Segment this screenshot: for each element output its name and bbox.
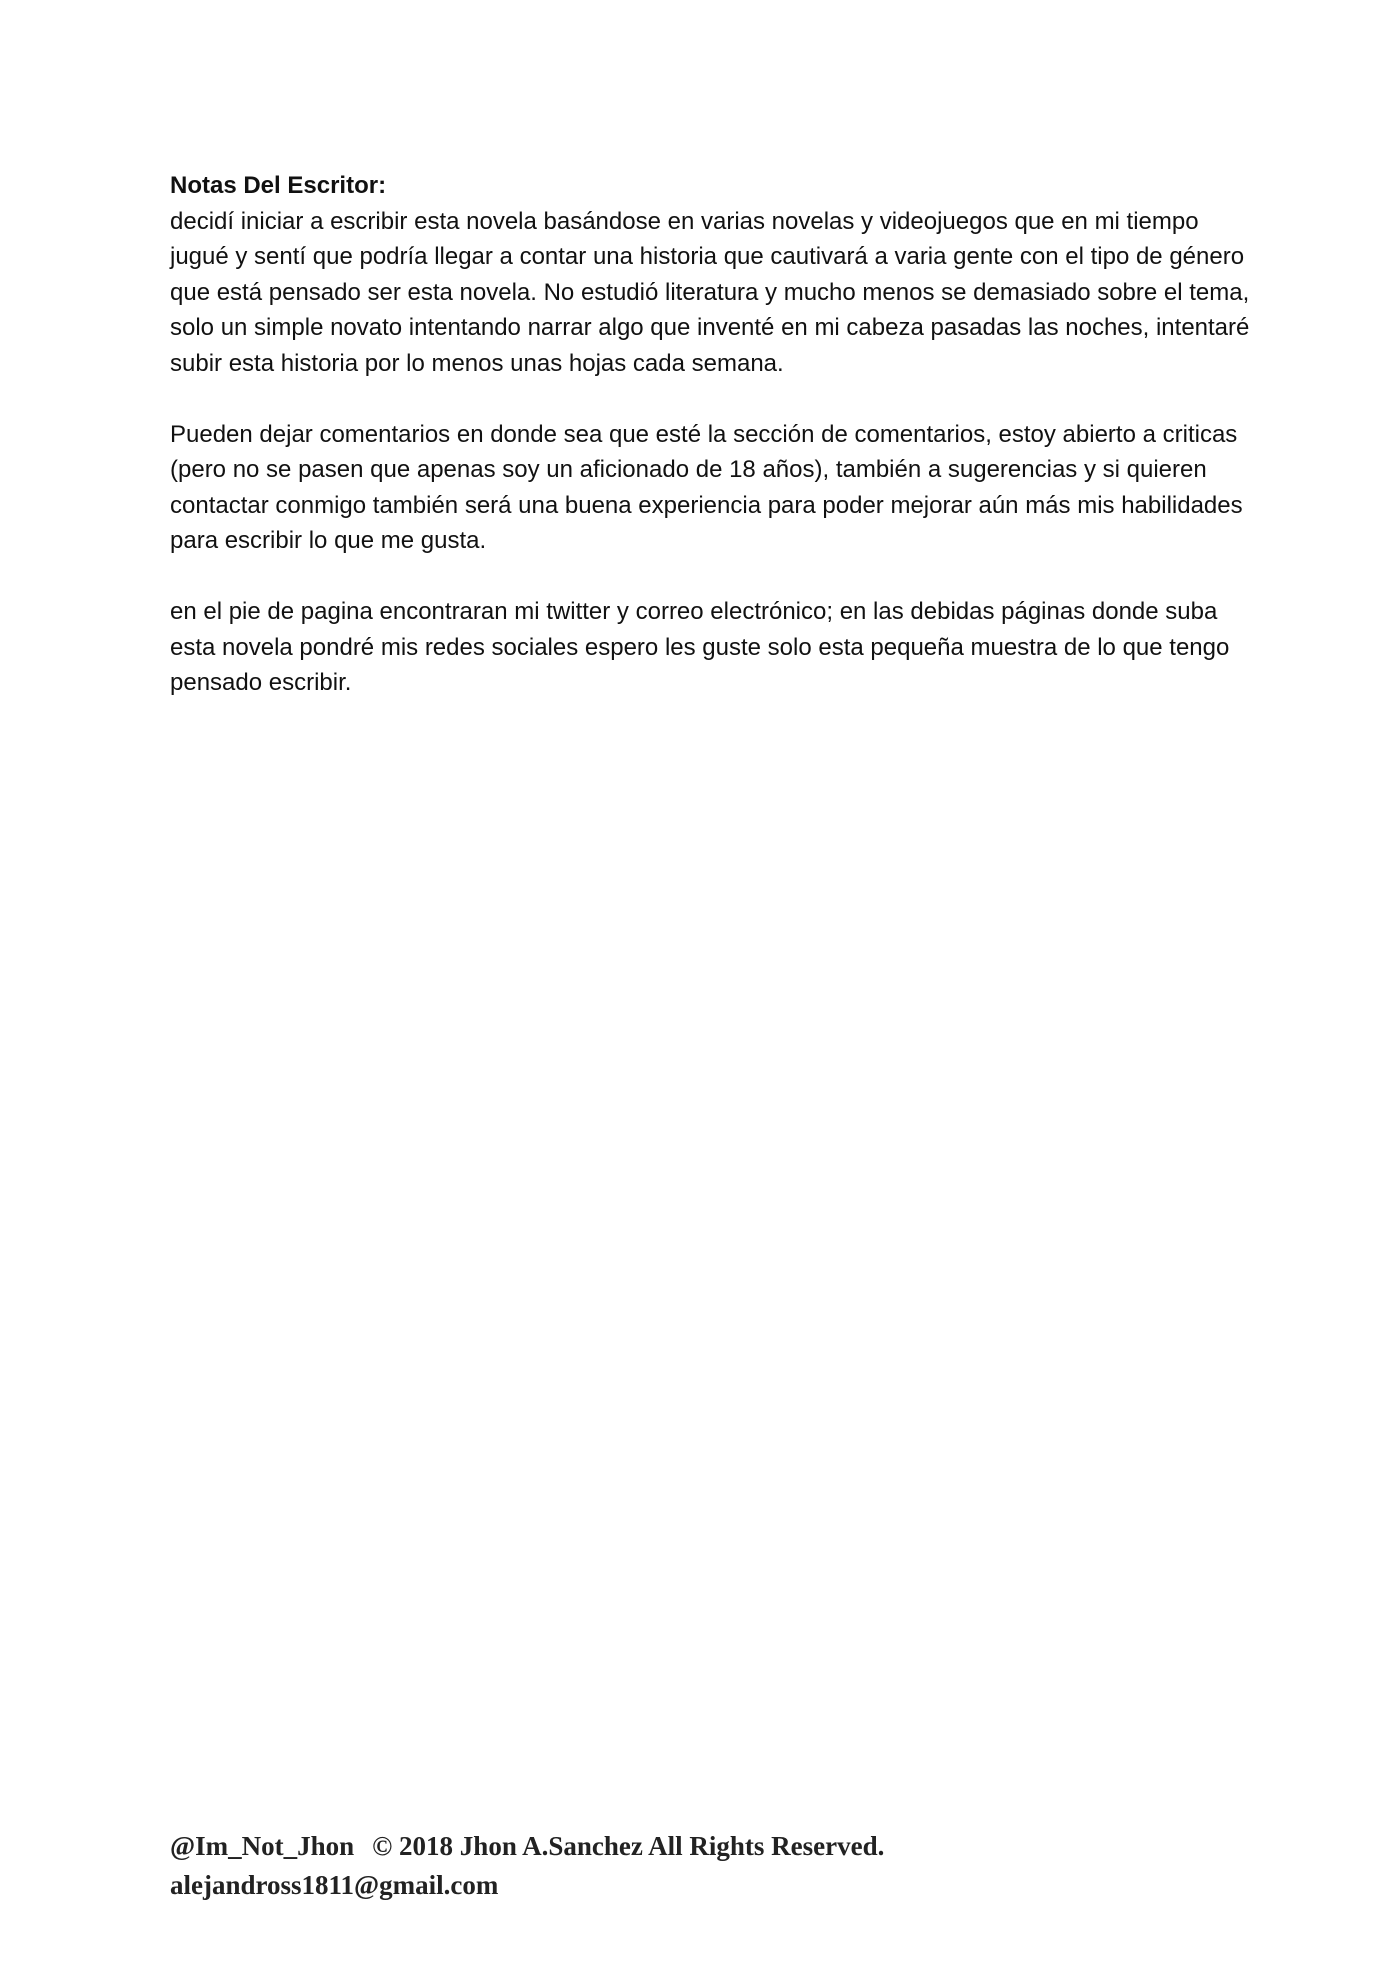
paragraph-intro: decidí iniciar a escribir esta novela basándose en varias novelas y videojuegos que en mi tiempo jugué y sentí que podría llegar a contar una historia que cautivará a varia gente con el tipo de género que está pensado ser esta novela. No estudió literatura y mucho menos se demasiado sobre el tema, solo un simple novato intentando narrar algo que inventé en mi cabeza pasadas las noches, intentaré subir esta historia por lo menos unas hojas cada semana. [170, 207, 1250, 377]
twitter-handle: @Im_Not_Jhon [170, 1831, 355, 1861]
footer-email: alejandross1811@gmail.com [170, 1870, 499, 1900]
paragraph-footer-note: en el pie de pagina encontraran mi twitter y correo electrónico; en las debidas páginas donde suba esta novela pondré mis redes sociales espero les guste solo esta pequeña muestra de lo que tengo pensado escribir. [170, 598, 1230, 696]
footer-line-1 [170, 1827, 1250, 1866]
document-body [170, 168, 1250, 736]
copyright-notice: © 2018 Jhon A.Sanchez All Rights Reserved. [372, 1831, 885, 1861]
page-footer [170, 1827, 1250, 1905]
paragraph-comments: Pueden dejar comentarios en donde sea que esté la sección de comentarios, estoy abierto a criticas (pero no se pasen que apenas soy un aficionado de 18 años), también a sugerencias y si quieren contactar conmigo también será una buena experiencia para poder mejorar aún más mis habilidades para escribir lo que me gusta. [170, 420, 1243, 554]
page-title: Notas Del Escritor: [170, 172, 387, 199]
